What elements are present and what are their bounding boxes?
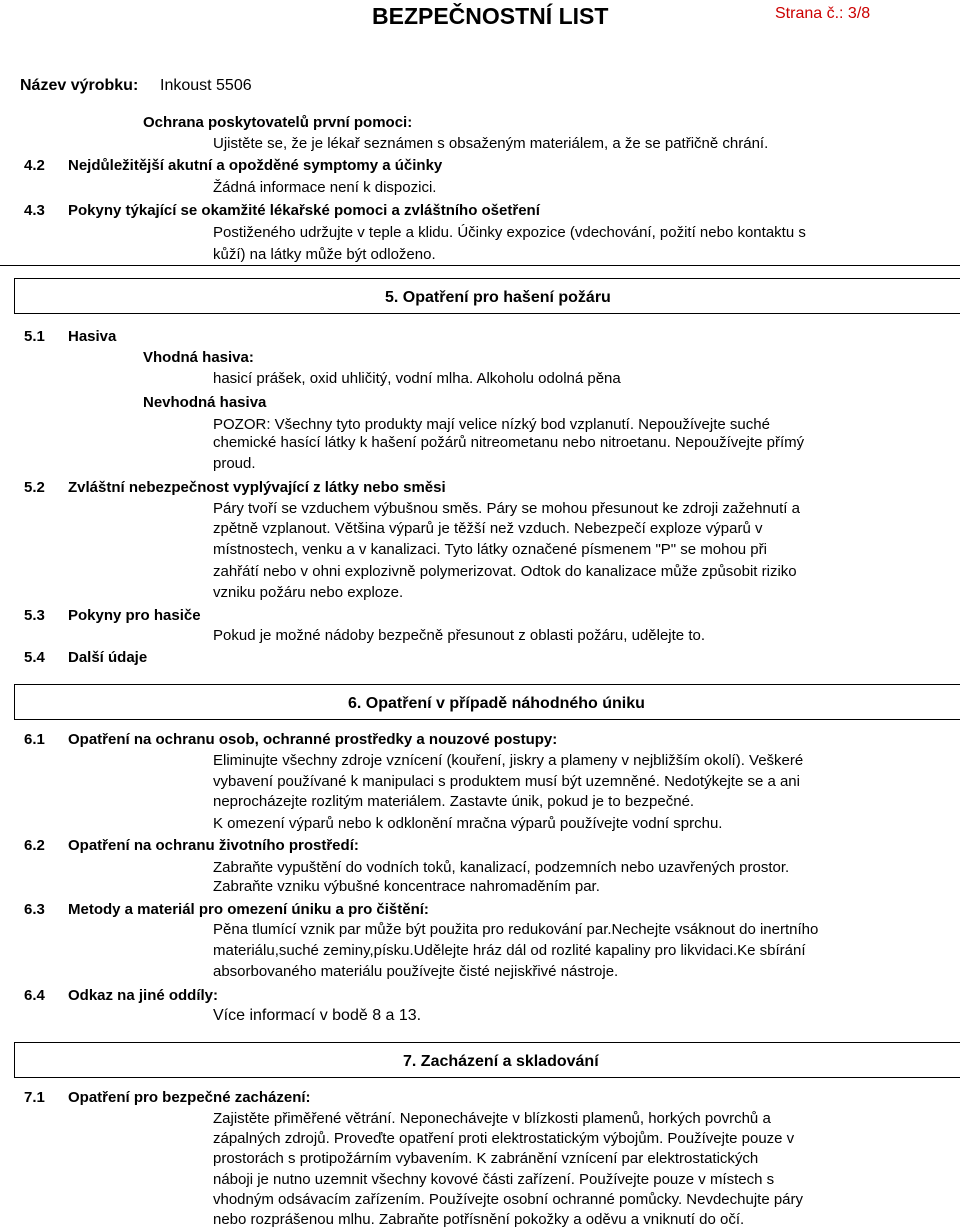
- section-heading-4-3: Pokyny týkající se okamžité lékařské pomoci a zvláštního ošetření: [68, 202, 540, 219]
- section-heading-6-1: Opatření na ochranu osob, ochranné prostředky a nouzové postupy:: [68, 731, 558, 748]
- section-heading-4-2: Nejdůležitější akutní a opožděné symptomy a účinky: [68, 157, 443, 174]
- section-7-title-box: [14, 1042, 960, 1078]
- section-5-title-box: [14, 278, 960, 314]
- suitable-media-heading: Vhodná hasiva:: [143, 349, 254, 366]
- section-heading-6-4: Odkaz na jiné oddíly:: [68, 987, 219, 1004]
- product-name: Inkoust 5506: [160, 77, 252, 94]
- section-number-7-1: 7.1: [24, 1089, 45, 1106]
- divider: [0, 265, 960, 266]
- section-text-5-2-line3: místnostech, venku a v kanalizaci. Tyto látky označené písmenem "P" se mohou při: [213, 541, 767, 558]
- section-text-6-3-line2: materiálu,suché zeminy,písku.Udělejte hráz dál od rozlité kapaliny pro likvidaci.Ke sbírání: [213, 942, 806, 959]
- section-number-6-1: 6.1: [24, 731, 45, 748]
- section-number-6-4: 6.4: [24, 987, 45, 1004]
- suitable-media-text: hasicí prášek, oxid uhličitý, vodní mlha. Alkoholu odolná pěna: [213, 370, 621, 387]
- unsuitable-media-text-line2: chemické hasící látky k hašení požárů nitreometanu nebo nitroetanu. Nepoužívejte přímý: [213, 434, 805, 451]
- section-heading-6-2: Opatření na ochranu životního prostředí:: [68, 837, 359, 854]
- section-6-title-box: [14, 684, 960, 720]
- section-text-5-2-line5: vzniku požáru nebo exploze.: [213, 584, 404, 601]
- section-text-6-1-line4: K omezení výparů nebo k odklonění mračna výparů používejte vodní sprchu.: [213, 815, 723, 832]
- section-heading-5-3: Pokyny pro hasiče: [68, 607, 201, 624]
- section-number-6-2: 6.2: [24, 837, 45, 854]
- section-text-6-2-line2: Zabraňte vzniku výbušné koncentrace nahromaděním par.: [213, 878, 600, 895]
- section-text-7-1-line3: prostorách s protipožárním vybavením. K zabránění vznícení par elektrostatických: [213, 1150, 759, 1167]
- section-heading-5-4: Další údaje: [68, 649, 148, 666]
- section-heading-6-3: Metody a materiál pro omezení úniku a pro čištění:: [68, 901, 429, 918]
- section-text-5-2-line1: Páry tvoří se vzduchem výbušnou směs. Páry se mohou přesunout ke zdroji zažehnutí a: [213, 500, 800, 517]
- section-6-title: 6. Opatření v případě náhodného úniku: [348, 695, 645, 712]
- section-number-4-2: 4.2: [24, 157, 45, 174]
- section-text-7-1-line5: vhodným odsávacím zařízením. Používejte osobní ochranné pomůcky. Nevdechujte páry: [213, 1191, 804, 1208]
- section-text-6-1-line1: Eliminujte všechny zdroje vznícení (kouření, jiskry a plameny v nejbližším okolí). Veškeré: [213, 752, 804, 769]
- page-number: Strana č.: 3/8: [775, 5, 871, 22]
- section-text-7-1-line4: náboji je nutno uzemnit všechny kovové části zařízení. Používejte pouze v místech s: [213, 1171, 775, 1188]
- section-text-4-3-line2: kůží) na látky může být odloženo.: [213, 246, 436, 263]
- section-text-6-1-line2: vybavení používané k manipulaci s produktem musí být uzemněné. Nedotýkejte se a ani: [213, 773, 800, 790]
- section-number-4-3: 4.3: [24, 202, 45, 219]
- section-text-4-2: Žádná informace není k dispozici.: [213, 179, 437, 196]
- section-text-6-3-line1: Pěna tlumící vznik par může být použita pro redukování par.Nechejte vsáknout do inertního: [213, 921, 819, 938]
- section-heading-5-2: Zvláštní nebezpečnost vyplývající z látky nebo směsi: [68, 479, 446, 496]
- section-text-6-1-line3: neprocházejte rozlitým materiálem. Zastavte únik, pokud je to bezpečné.: [213, 793, 695, 810]
- section-text-6-3-line3: absorbovaného materiálu používejte čisté nejiskřivé nástroje.: [213, 963, 619, 980]
- section-number-5-4: 5.4: [24, 649, 45, 666]
- document-title: BEZPEČNOSTNÍ LIST: [372, 3, 609, 29]
- section-heading-5-1: Hasiva: [68, 328, 117, 345]
- section-text-4-3-line1: Postiženého udržujte v teple a klidu. Účinky expozice (vdechování, požití nebo kontaktu s: [213, 224, 806, 241]
- firstaid-heading: Ochrana poskytovatelů první pomoci:: [143, 114, 413, 131]
- section-number-5-1: 5.1: [24, 328, 45, 345]
- unsuitable-media-text-line3: proud.: [213, 455, 256, 472]
- section-text-6-4: Více informací v bodě 8 a 13.: [213, 1007, 422, 1024]
- section-7-title: 7. Zacházení a skladování: [403, 1053, 599, 1070]
- section-5-title: 5. Opatření pro hašení požáru: [385, 289, 611, 306]
- section-number-5-3: 5.3: [24, 607, 45, 624]
- section-text-7-1-line2: zápalných zdrojů. Proveďte opatření proti elektrostatickým výbojům. Používejte pouze v: [213, 1130, 795, 1147]
- section-heading-7-1: Opatření pro bezpečné zacházení:: [68, 1089, 311, 1106]
- section-text-5-3: Pokud je možné nádoby bezpečně přesunout z oblasti požáru, udělejte to.: [213, 627, 705, 644]
- section-text-7-1-line6: nebo rozprášenou mlhu. Zabraňte potřísnění pokožky a oděvu a vniknutí do očí.: [213, 1211, 745, 1228]
- section-text-5-2-line2: zpětně vzplanout. Většina výparů je těžší než vzduch. Nebezpečí exploze výparů v: [213, 520, 763, 537]
- product-label: Název výrobku:: [20, 77, 139, 94]
- section-number-6-3: 6.3: [24, 901, 45, 918]
- unsuitable-media-heading: Nevhodná hasiva: [143, 394, 267, 411]
- unsuitable-media-text-line1: POZOR: Všechny tyto produkty mají velice nízký bod vzplanutí. Nepoužívejte suché: [213, 416, 770, 433]
- section-number-5-2: 5.2: [24, 479, 45, 496]
- firstaid-text: Ujistěte se, že je lékař seznámen s obsaženým materiálem, a že se patřičně chrání.: [213, 135, 769, 152]
- section-text-5-2-line4: zahřátí nebo v ohni explozivně polymerizovat. Odtok do kanalizace může způsobit riziko: [213, 563, 797, 580]
- section-text-6-2-line1: Zabraňte vypuštění do vodních toků, kanalizací, podzemních nebo uzavřených prostor.: [213, 859, 790, 876]
- section-text-7-1-line1: Zajistěte přiměřené větrání. Neponechávejte v blízkosti plamenů, horkých povrchů a: [213, 1110, 771, 1127]
